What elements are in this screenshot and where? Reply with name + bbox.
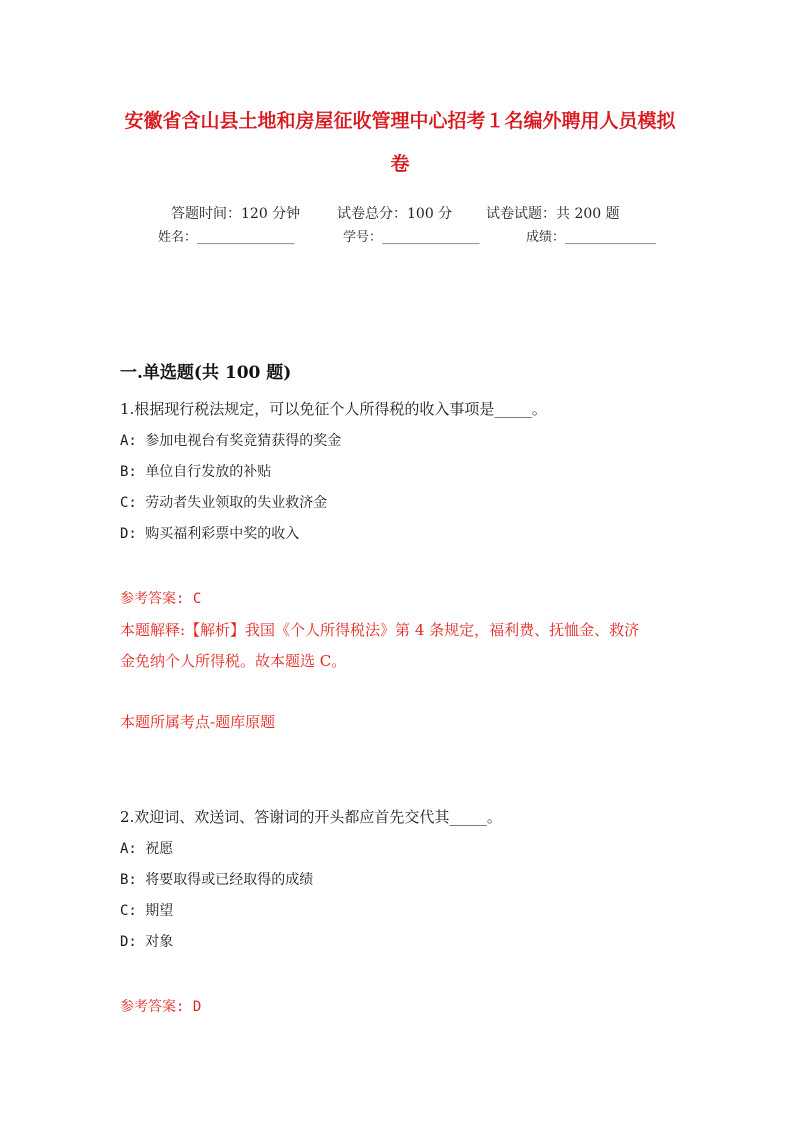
score-field: 成绩：______________ [526,230,657,245]
question-option: B: 将要取得或已经取得的成绩 [120,872,314,888]
question-option: A: 参加电视台有奖竞猜获得的奖金 [120,433,342,449]
explanation-line: 本题解释:【解析】我国《个人所得税法》第 4 条规定，福利费、抚恤金、救济 [120,621,640,639]
exam-title-line2: 卷 [390,153,410,175]
question-option: B: 单位自行发放的补贴 [120,464,272,480]
section-title: 一.单选题(共 100 题) [120,363,292,383]
answer-key: 参考答案: C [120,591,202,607]
question-stem: 1.根据现行税法规定，可以免征个人所得税的收入事项是_____。 [120,400,547,418]
exam-question-count: 试卷试题：共 200 题 [486,206,620,222]
question-option: D: 购买福利彩票中奖的收入 [120,526,300,542]
answer-key: 参考答案: D [120,999,202,1015]
question-option: A: 祝愿 [120,841,174,857]
exam-title-line1: 安徽省含山县土地和房屋征收管理中心招考１名编外聘用人员模拟 [124,110,676,132]
question-option: C: 劳动者失业领取的失业救济金 [120,495,328,511]
student-id-field: 学号：_______________ [343,230,480,245]
question-option: C: 期望 [120,903,174,919]
explanation-line: 金免纳个人所得税。故本题选 C。 [120,652,347,670]
question-source: 本题所属考点-题库原题 [120,713,276,731]
exam-total-score: 试卷总分：100 分 [337,206,453,222]
question-option: D: 对象 [120,934,174,950]
name-field: 姓名：_______________ [158,230,295,245]
exam-time: 答题时间：120 分钟 [171,206,301,222]
question-stem: 2.欢迎词、欢送词、答谢词的开头都应首先交代其_____。 [120,808,502,826]
